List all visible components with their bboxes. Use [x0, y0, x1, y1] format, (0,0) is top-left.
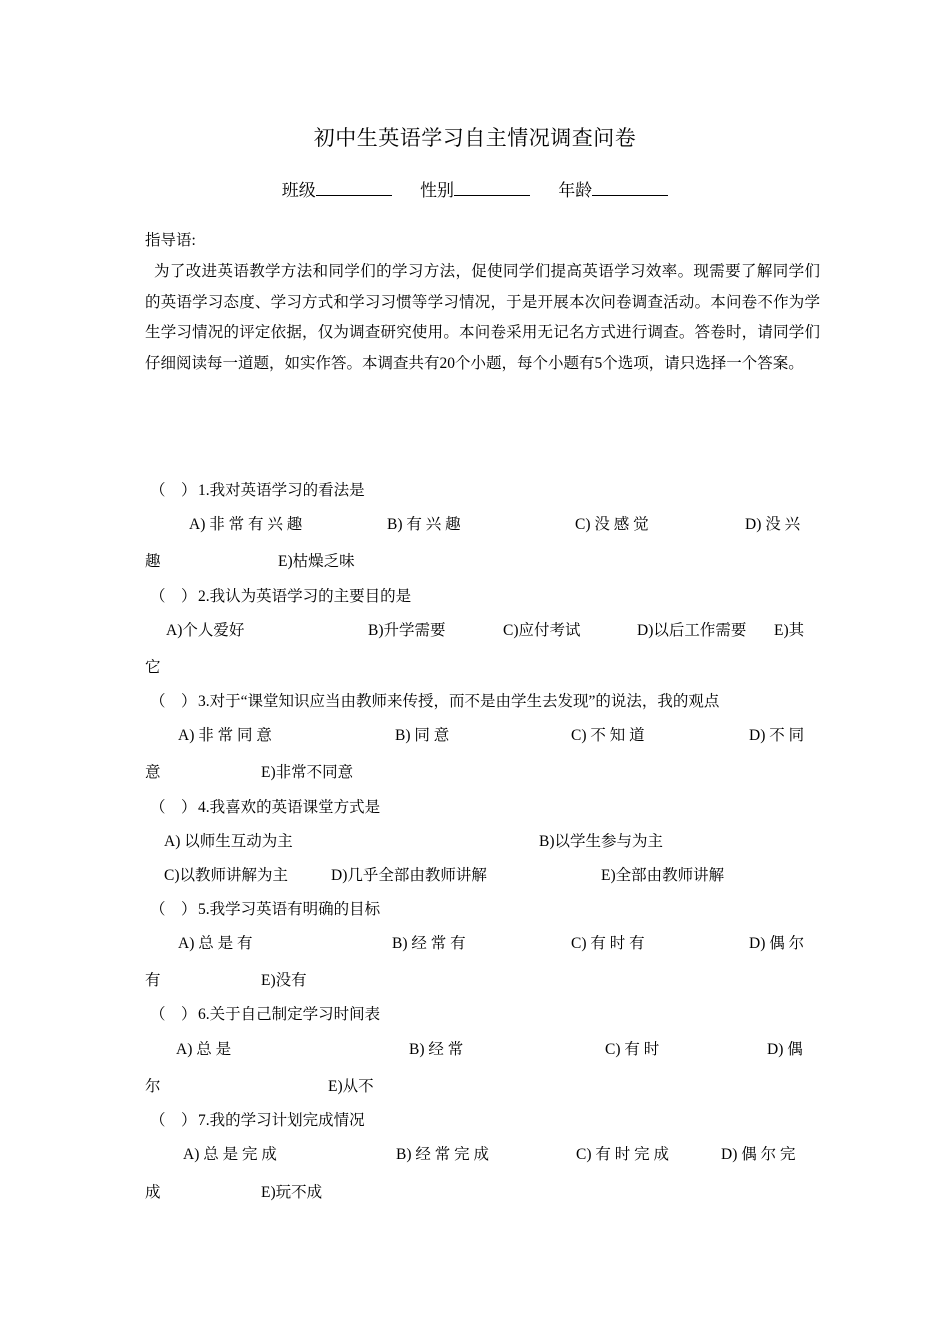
page-title: 初中生英语学习自主情况调查问卷: [313, 126, 637, 150]
question-text: 6.关于自己制定学习时间表: [198, 1006, 381, 1023]
option-b[interactable]: B) 经 常: [409, 1041, 464, 1058]
guide-label: 指导语:: [145, 232, 196, 249]
option-d-wrap: 有: [145, 972, 161, 989]
question-text: 2.我认为英语学习的主要目的是: [198, 588, 412, 605]
option-a[interactable]: A) 总 是: [176, 1041, 232, 1058]
option-b[interactable]: B)升学需要: [368, 622, 446, 639]
option-a[interactable]: A) 总 是 完 成: [183, 1146, 277, 1163]
option-c[interactable]: C) 不 知 道: [571, 727, 645, 744]
question-text: 4.我喜欢的英语课堂方式是: [198, 799, 381, 816]
option-e[interactable]: E)非常不同意: [261, 764, 354, 781]
answer-paren[interactable]: （ ）: [150, 588, 197, 605]
question-text: 7.我的学习计划完成情况: [198, 1112, 365, 1129]
question-5: [150, 897, 380, 919]
age-blank[interactable]: [592, 181, 668, 196]
option-e[interactable]: E)其: [774, 622, 805, 639]
option-b[interactable]: B) 有 兴 趣: [387, 516, 461, 533]
question-6: [150, 1002, 380, 1024]
answer-paren[interactable]: （ ）: [150, 1006, 197, 1023]
intro-paragraph: 为了改进英语教学方法和同学们的学习方法，促使同学们提高英语学习效率。现需要了解同学们的英语学习态度、学习方式和学习习惯等学习情况，于是开展本次问卷调查活动。本问卷不作为学生学习情况的评定依据，仅为调查研究使用。本问卷采用无记名方式进行调查。答卷时，请同学们仔细阅读每一道题，如实作答。本调查共有20个小题，每个小题有5个选项，请只选择一个答案。: [145, 263, 820, 372]
class-field: [282, 176, 392, 201]
option-d[interactable]: D) 偶: [767, 1041, 803, 1058]
option-d[interactable]: D)以后工作需要: [637, 622, 747, 639]
option-d-wrap: 趣: [145, 553, 161, 570]
answer-paren[interactable]: （ ）: [150, 1112, 197, 1129]
age-field: [558, 176, 668, 201]
question-1: [150, 478, 365, 500]
question-7: [150, 1108, 365, 1130]
option-d-wrap: 尔: [145, 1078, 161, 1095]
option-a[interactable]: A) 非 常 有 兴 趣: [189, 516, 303, 533]
option-c[interactable]: C)应付考试: [503, 622, 581, 639]
option-d[interactable]: D) 偶 尔 完: [721, 1146, 796, 1163]
answer-paren[interactable]: （ ）: [150, 693, 197, 710]
option-d[interactable]: D) 没 兴: [745, 516, 801, 533]
option-a[interactable]: A) 总 是 有: [178, 935, 253, 952]
option-d-wrap: 成: [145, 1184, 161, 1201]
question-4: [150, 795, 380, 817]
question-3: [150, 689, 719, 711]
option-e[interactable]: E)从不: [328, 1078, 374, 1095]
option-a[interactable]: A)个人爱好: [166, 622, 245, 639]
class-label: 班级: [281, 181, 316, 200]
option-e[interactable]: E)没有: [261, 972, 307, 989]
gender-blank[interactable]: [454, 181, 530, 196]
option-a[interactable]: A) 非 常 同 意: [178, 727, 272, 744]
question-2: [150, 584, 411, 606]
option-b[interactable]: B) 经 常 有: [392, 935, 466, 952]
option-d[interactable]: D)几乎全部由教师讲解: [331, 867, 487, 884]
option-c[interactable]: C) 没 感 觉: [575, 516, 649, 533]
option-e-wrap: 它: [145, 659, 161, 676]
question-text: 3.对于“课堂知识应当由教师来传授，而不是由学生去发现”的说法，我的观点: [198, 693, 720, 710]
option-c[interactable]: C) 有 时 完 成: [576, 1146, 670, 1163]
option-c[interactable]: C) 有 时: [605, 1041, 660, 1058]
gender-label: 性别: [420, 181, 454, 200]
option-e[interactable]: E)玩不成: [261, 1184, 323, 1201]
class-blank[interactable]: [316, 181, 392, 196]
gender-field: [420, 176, 530, 201]
option-c[interactable]: C)以教师讲解为主: [164, 867, 289, 884]
answer-paren[interactable]: （ ）: [150, 799, 197, 816]
option-a[interactable]: A) 以师生互动为主: [164, 833, 293, 850]
option-d[interactable]: D) 偶 尔: [749, 935, 805, 952]
question-text: 5.我学习英语有明确的目标: [198, 901, 381, 918]
option-c[interactable]: C) 有 时 有: [571, 935, 645, 952]
option-d[interactable]: D) 不 同: [749, 727, 805, 744]
option-e[interactable]: E)全部由教师讲解: [601, 867, 725, 884]
option-b[interactable]: B) 同 意: [395, 727, 450, 744]
question-text: 1.我对英语学习的看法是: [198, 482, 365, 499]
option-b[interactable]: B)以学生参与为主: [539, 833, 664, 850]
age-label: 年龄: [558, 181, 593, 200]
option-b[interactable]: B) 经 常 完 成: [396, 1146, 490, 1163]
answer-paren[interactable]: （ ）: [150, 482, 197, 499]
respondent-info: [0, 176, 950, 201]
answer-paren[interactable]: （ ）: [150, 901, 197, 918]
option-d-wrap: 意: [145, 764, 161, 781]
option-e[interactable]: E)枯燥乏味: [278, 553, 355, 570]
